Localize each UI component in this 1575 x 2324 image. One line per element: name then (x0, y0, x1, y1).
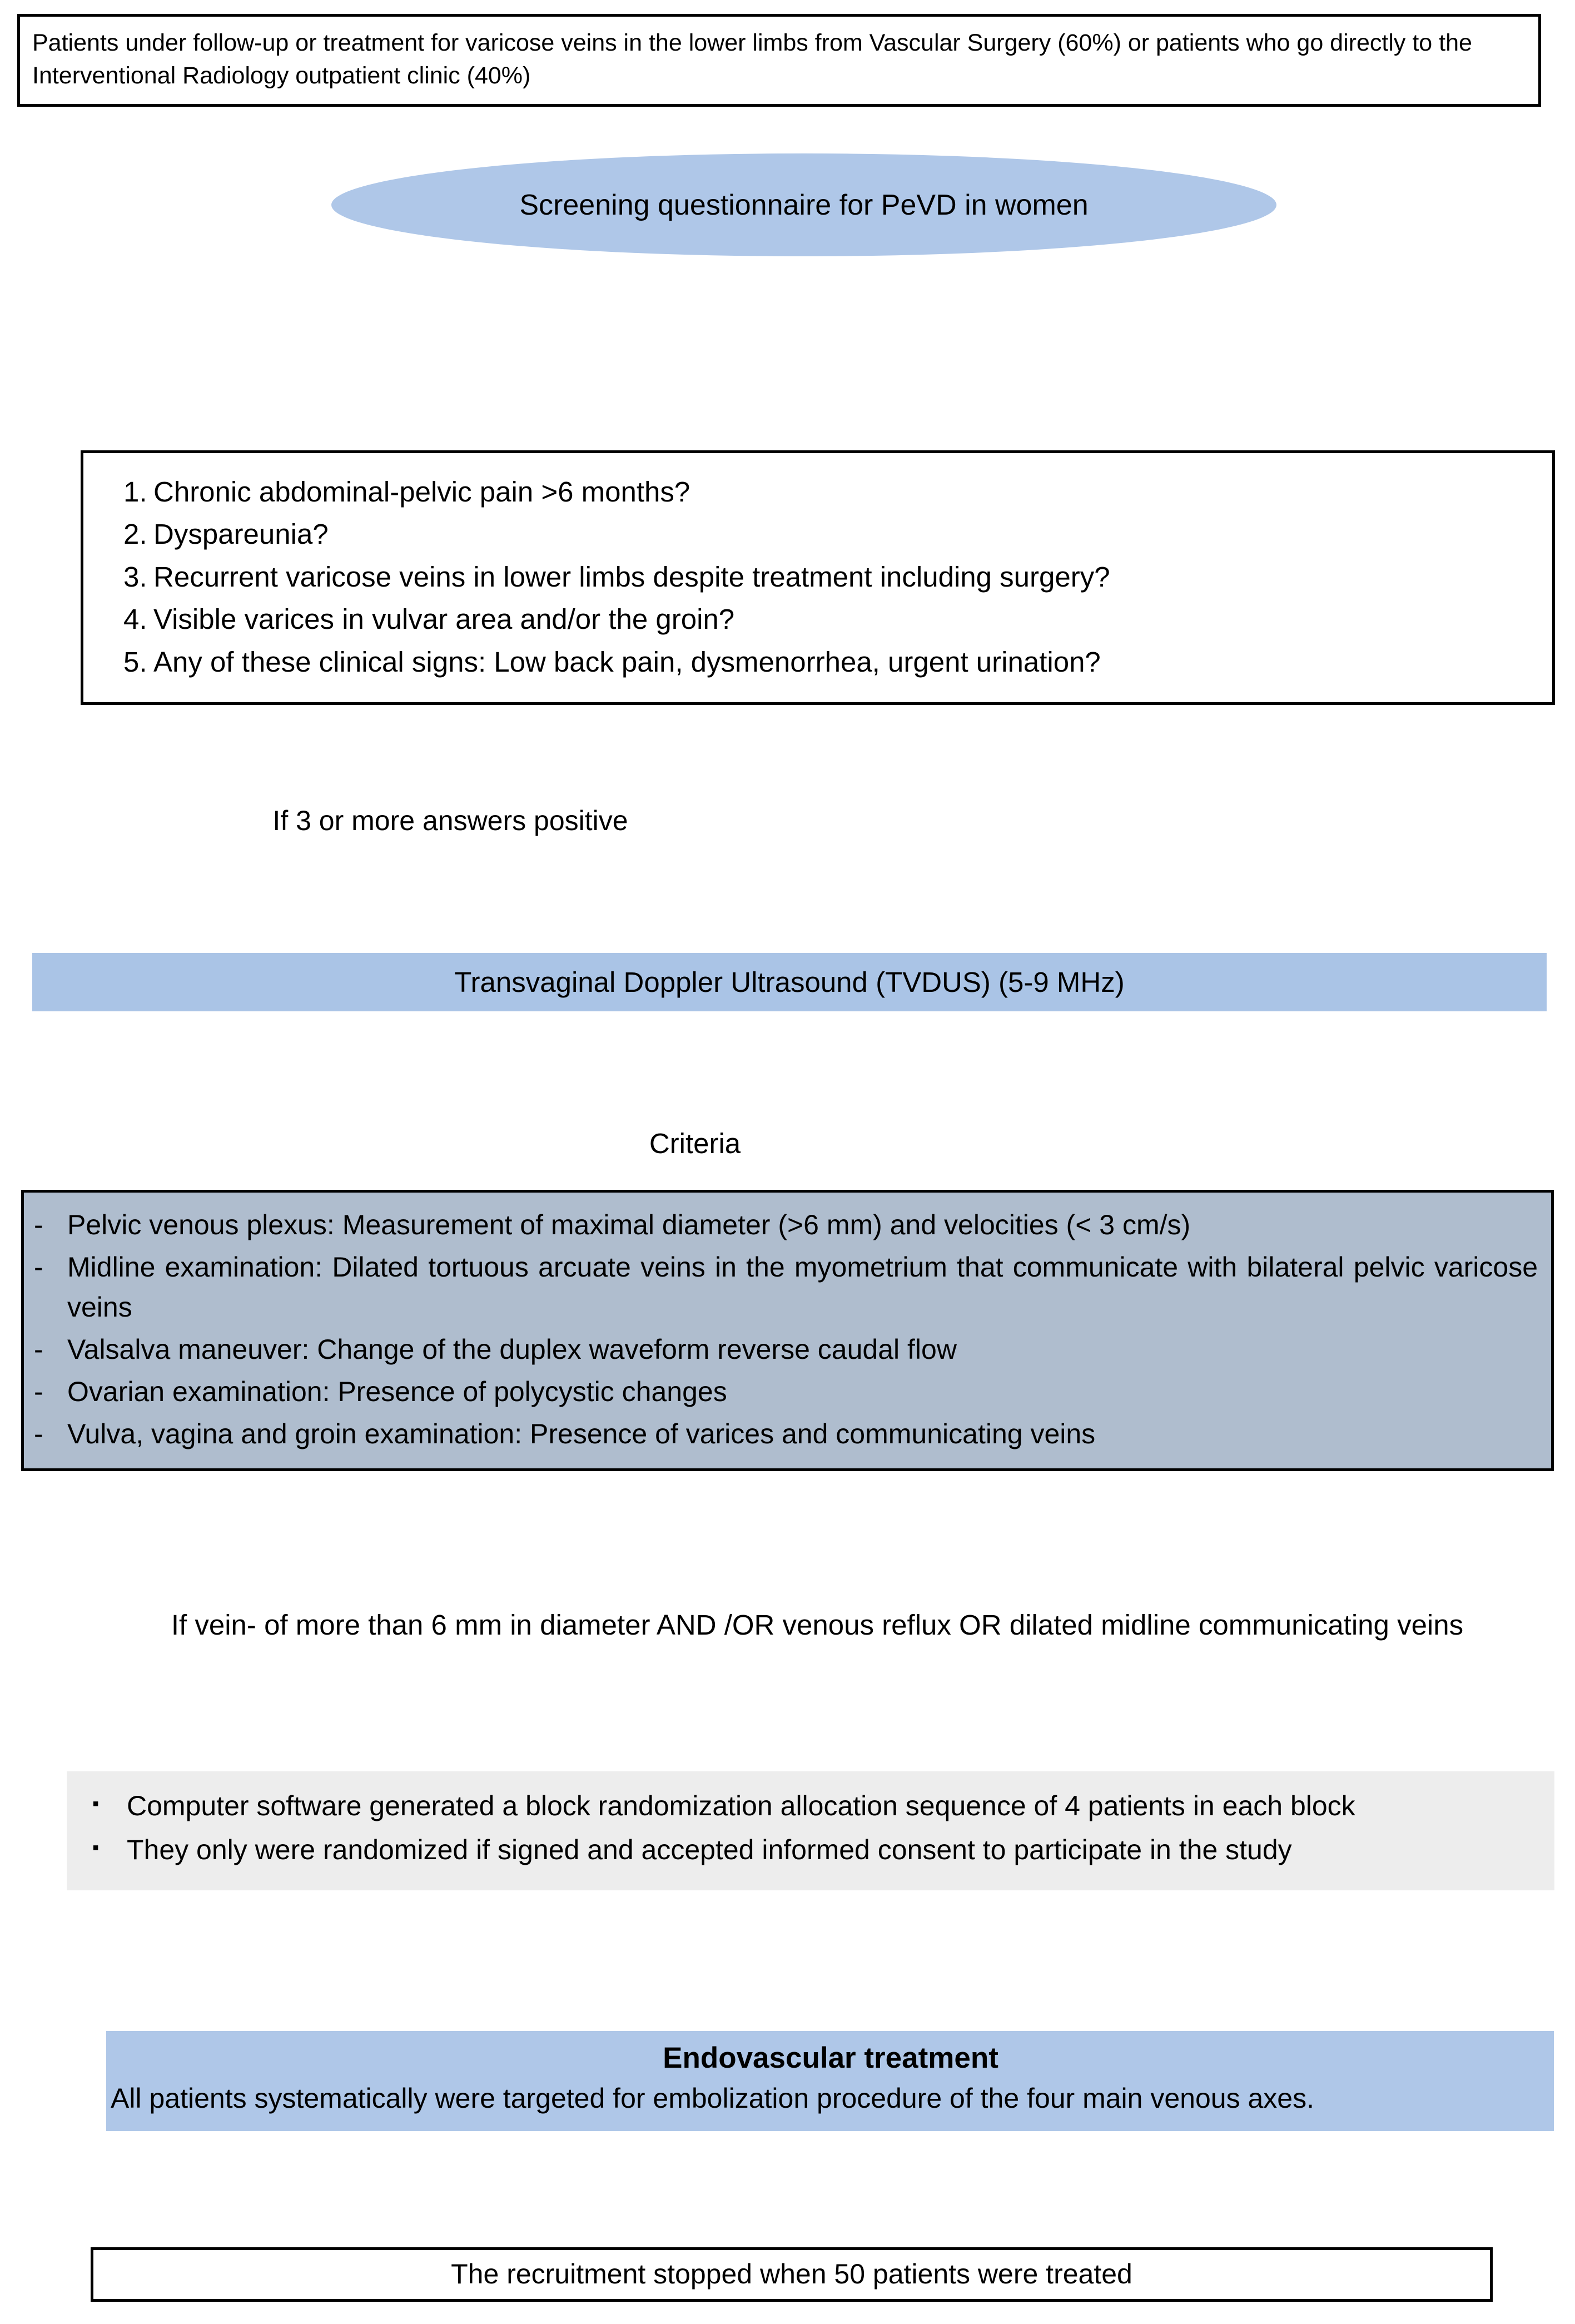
questionnaire-box (81, 450, 1555, 705)
criteria-box (21, 1190, 1554, 1471)
dash-bullet-icon: - (34, 1252, 43, 1283)
question-number: 2. (123, 518, 147, 550)
question-text: Any of these clinical signs: Low back pain, dysmenorrhea, urgent urination? (153, 645, 1101, 678)
list-item (34, 1205, 1538, 1245)
tvdus-banner (32, 953, 1547, 1011)
criteria-text: Valsalva maneuver: Change of the duplex waveform reverse caudal flow (67, 1334, 957, 1365)
list-item (34, 1329, 1538, 1369)
randomization-text: They only were randomized if signed and accepted informed consent to participate in the study (127, 1834, 1292, 1865)
screening-questionnaire-ellipse (331, 153, 1276, 256)
tvdus-label: Transvaginal Doppler Ultrasound (TVDUS) (5-9 MHz) (454, 966, 1125, 998)
recruitment-stop-text: The recruitment stopped when 50 patients were treated (451, 2258, 1132, 2290)
criteria-text: Midline examination: Dilated tortuous arcuate veins in the myometrium that communicate with bilateral pelvic varicose veins (67, 1252, 1538, 1323)
screening-questionnaire-label: Screening questionnaire for PeVD in women (519, 188, 1089, 221)
criteria-text: Ovarian examination: Presence of polycystic changes (67, 1376, 727, 1407)
square-bullet-icon: ▪ (92, 1837, 100, 1858)
dash-bullet-icon: - (34, 1418, 43, 1449)
question-number: 4. (123, 603, 147, 635)
list-item (100, 514, 1536, 554)
inclusion-criteria-text: Patients under follow-up or treatment for varicose veins in the lower limbs from Vascular Surgery (60%) or patients who go directly to the Interventional Radiology outpatient clinic (40%) (32, 29, 1472, 90)
criteria-text: Pelvic venous plexus: Measurement of maximal diameter (>6 mm) and velocities (< 3 cm/s) (67, 1209, 1191, 1240)
square-bullet-icon: ▪ (92, 1793, 100, 1814)
if-vein-criteria-caption: If vein- of more than 6 mm in diameter AND /OR venous reflux OR dilated midline communicating veins (171, 1609, 1464, 1641)
question-text: Dyspareunia? (153, 518, 329, 550)
inclusion-criteria-box (17, 14, 1541, 107)
criteria-text: Vulva, vagina and groin examination: Presence of varices and communicating veins (67, 1418, 1096, 1449)
list-item (81, 1830, 1540, 1870)
dash-bullet-icon: - (34, 1334, 43, 1365)
list-item (34, 1414, 1538, 1454)
criteria-heading: Criteria (649, 1128, 741, 1159)
list-item (34, 1372, 1538, 1412)
question-number: 5. (123, 645, 147, 678)
dash-bullet-icon: - (34, 1376, 43, 1407)
endovascular-treatment-box (106, 2031, 1554, 2131)
question-text: Chronic abdominal-pelvic pain >6 months? (153, 476, 690, 508)
criteria-list (34, 1205, 1538, 1454)
list-item (100, 642, 1536, 682)
question-text: Recurrent varicose veins in lower limbs despite treatment including surgery? (153, 560, 1110, 593)
list-item (81, 1786, 1540, 1826)
randomization-list (81, 1786, 1540, 1870)
dash-bullet-icon: - (34, 1209, 43, 1240)
question-number: 1. (123, 476, 147, 508)
randomization-text: Computer software generated a block randomization allocation sequence of 4 patients in each block (127, 1790, 1355, 1821)
list-item (100, 557, 1536, 597)
list-item (34, 1247, 1538, 1327)
list-item (100, 599, 1536, 639)
questionnaire-list (100, 472, 1536, 682)
if-three-positive-caption: If 3 or more answers positive (272, 805, 628, 836)
randomization-box (67, 1771, 1554, 1890)
endovascular-treatment-body: All patients systematically were targeted for embolization procedure of the four main venous axes. (111, 2083, 1314, 2114)
list-item (100, 472, 1536, 512)
question-text: Visible varices in vulvar area and/or the groin? (153, 603, 735, 635)
recruitment-stop-box (91, 2247, 1493, 2302)
endovascular-treatment-title: Endovascular treatment (663, 2042, 998, 2074)
question-number: 3. (123, 560, 147, 593)
